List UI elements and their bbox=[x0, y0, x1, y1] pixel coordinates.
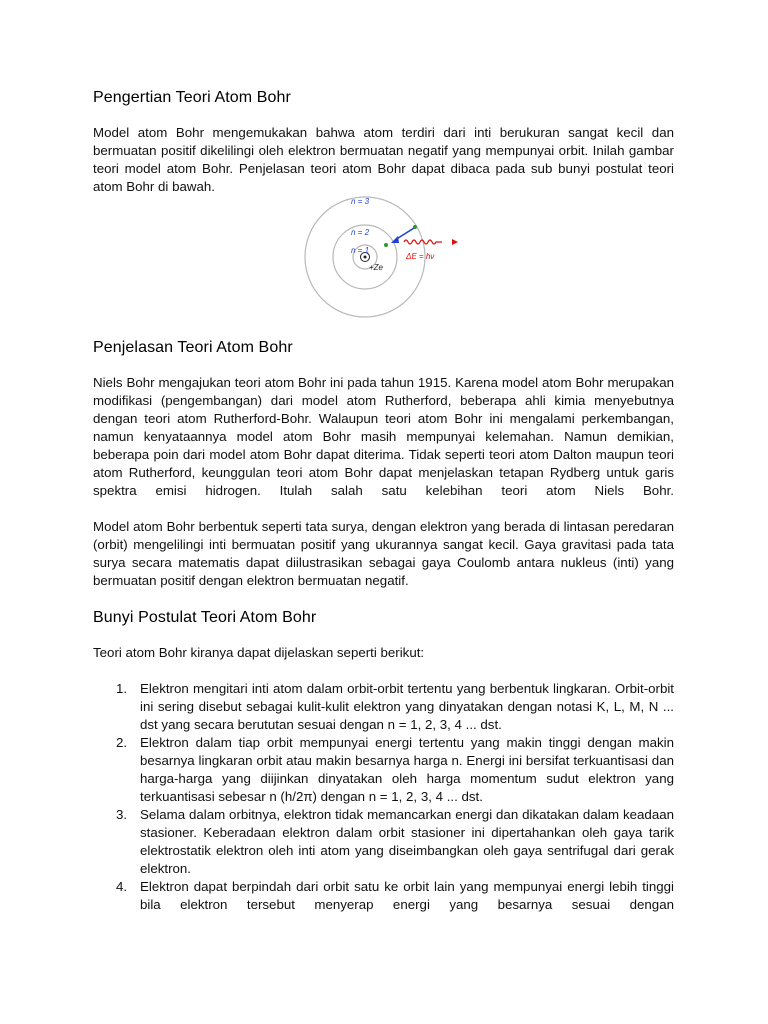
paragraph-penjelasan-2: Model atom Bohr berbentuk seperti tata surya, dengan elektron yang berada di lintasan peredaran (orbit) mengelilingi inti bermuatan positif yang ukurannya sangat kecil. Gaya gravitasi pada tata surya secara matematis dapat diilustrasikan sebagai gaya Coulomb antara nukleus (inti) yang bermuatan positif dengan elektron bermuatan negatif. bbox=[93, 519, 674, 588]
paragraph-pengertian: Model atom Bohr mengemukakan bahwa atom terdiri dari inti berukuran sangat kecil dan bermuatan positif dikelilingi oleh elektron bermuatan negatif yang mempunyai orbit. Inilah gambar teori model atom Bohr. Penjelasan teori atom Bohr dapat dibaca pada sub bunyi postulat teori atom Bohr di bawah. bbox=[93, 125, 674, 194]
list-text: Elektron dalam tiap orbit mempunyai energi tertentu yang makin tinggi dengan makin besarnya lingkaran orbit atau makin besarnya harga n. Energi ini bersifat terkuantisasi dan harga-harga yang diijinkan dinyatakan oleh harga momentum sudut elektron yang terkuantisasi sebesar n (h/2π) dengan n = 1, 2, 3, 4 ... dst. bbox=[140, 735, 674, 804]
bohr-model-diagram bbox=[93, 196, 674, 320]
photon-arrowhead bbox=[452, 239, 458, 245]
document-content bbox=[93, 86, 674, 914]
list-number: 2. bbox=[116, 735, 128, 750]
nucleus-charge-label: +Ze bbox=[369, 263, 384, 272]
list-item bbox=[93, 878, 674, 914]
list-text: Selama dalam orbitnya, elektron tidak memancarkan energi dan dikatakan dalam keadaan stasioner. Keberadaan elektron dalam orbit stasioner ini dipertahankan oleh gaya tarik elektrostatik elektron oleh inti atom yang diseimbangkan oleh gaya sentrifugal dari gerak elektron. bbox=[140, 807, 674, 876]
list-number: 4. bbox=[116, 879, 128, 894]
paragraph-penjelasan-1: Niels Bohr mengajukan teori atom Bohr ini pada tahun 1915. Karena model atom Bohr merupakan modifikasi (pengembangan) dari model atom Rutherford, beberapa ahli kimia menyebutnya dengan teori atom Rutherford-Bohr. Walaupun teori atom Bohr ini mengalami perkembangan, namun kenyataannya model atom Bohr masih mempunyai kelemahan. Namun demikian, beberapa poin dari model atom Bohr dapat diterima. Tidak seperti teori atom Dalton maupun teori atom Rutherford, keunggulan teori atom Bohr dapat menjelaskan tetapan Rydberg untuk garis spektra emisi hidrogen. Itulah salah satu kelebihan teori atom Niels Bohr. bbox=[93, 375, 674, 498]
electron-outer bbox=[413, 225, 417, 229]
postulate-list bbox=[93, 680, 674, 914]
list-text: Elektron mengitari inti atom dalam orbit-orbit tertentu yang berbentuk lingkaran. Orbit-orbit ini sering disebut sebagai kulit-kulit elektron yang dinyatakan dengan notasi K, L, M, N ... dst yang secara berututan sesuai dengan n = 1, 2, 3, 4 ... dst. bbox=[140, 681, 674, 732]
heading-pengertian: Pengertian Teori Atom Bohr bbox=[93, 89, 291, 106]
list-number: 1. bbox=[116, 681, 128, 696]
list-item bbox=[93, 806, 674, 878]
orbit-n1-label: n = 1 bbox=[351, 246, 370, 255]
energy-label: ΔE = hν bbox=[406, 252, 435, 261]
list-text: Elektron dapat berpindah dari orbit satu ke orbit lain yang mempunyai energi lebih tinggi bila elektron tersebut menyerap energi yang besarnya sesuai dengan bbox=[140, 879, 674, 912]
heading-penjelasan: Penjelasan Teori Atom Bohr bbox=[93, 339, 293, 356]
heading-postulat: Bunyi Postulat Teori Atom Bohr bbox=[93, 609, 317, 626]
bohr-diagram-svg bbox=[303, 196, 473, 320]
paragraph-postulat-intro: Teori atom Bohr kiranya dapat dijelaskan seperti berikut: bbox=[93, 645, 425, 660]
orbit-n2-label: n = 2 bbox=[351, 228, 370, 237]
nucleus-core bbox=[364, 256, 367, 259]
list-number: 3. bbox=[116, 807, 128, 822]
list-item bbox=[93, 734, 674, 806]
electron-inner bbox=[384, 243, 388, 247]
list-item bbox=[93, 680, 674, 734]
orbit-n3-label: n = 3 bbox=[351, 197, 370, 206]
